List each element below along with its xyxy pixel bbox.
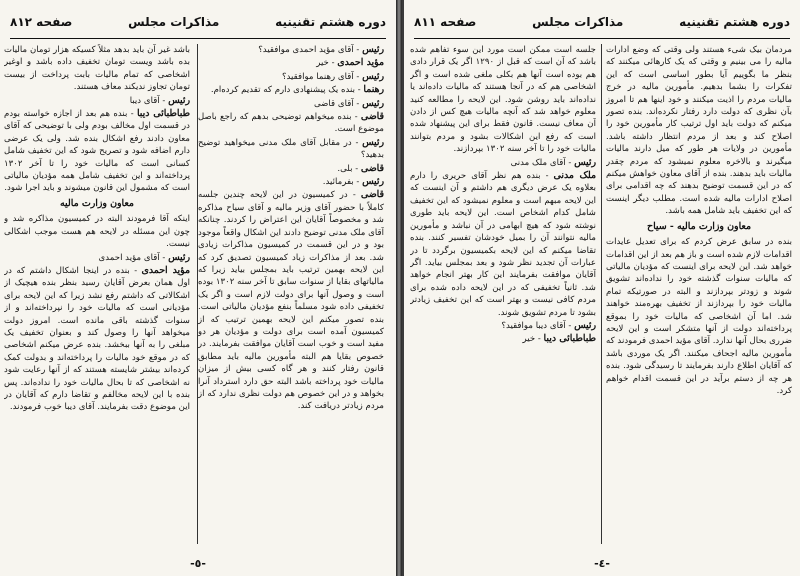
speech-text: مردمان بیک شیء هستند ولی وقتی که وضع ادارات مالیه را می بینیم و وقتی که یک کارهائی میکنند که بنظر ما بگوییم آیا بطور اساسی است که این تفکرات را بشما بدهیم. مأمورین مالیه در خرج مالیات مردم را اذیت میکنند و خود اینها هم تا امروز بآن نظری که دولت دارد رفتار نکرده‌اند. بنده تصور میکنم که دولت باید اول ترتیب کار مأمورین خود را اصلاح کند و بعد از مردم انتظار داشته باشد. مأمورین در ولایات هر طور که میل دارند مالیات میگیرند و بالاخره معلوم نمیشود که مردم چقدر مالیات باید بدهند. بنده از آقای معاون خواهش میکنم که در این قسمت توضیح بدهند که چه اقدامی برای اصلاح ادارات مالیه شده است. مطلب دیگر اینست که این تخفیف باید شامل همه باشد. xyxy=(606,45,792,217)
speaker-heading: معاون وزارت مالیه xyxy=(60,197,134,209)
speech-text: آقای دیبا xyxy=(129,95,160,106)
speech-paragraph: رئیس - آقای ملک مدنی xyxy=(510,156,596,168)
left-page-column-right xyxy=(198,44,384,544)
speech-paragraph: ملک مدنی - بنده هم نظر آقای حریری را دارم بعلاوه یک عرض دیگری هم داشتم و آن اینست که این لایحه مبهم است و معلوم نمیشود که این تخفیف شامل کدام اشخاص است. این لایحه باید طوری نوشته شود که هیچ ابهامی در آن نباشد و مأمورین مالیه نتوانند آن را بمیل خودشان تفسیر کنند. بنده تقاضا میکنم که این لایحه بکمیسیون برگردد تا در عبارات آن تجدید نظر شود و بعد بمجلس بیاید. اگر آقایان موافقت بفرمایند این کار بهتر انجام خواهد شد. ثانیاً تخفیفی که در این لایحه داده شده برای مردم کافی نیست و بهتر است که این تخفیف زیادتر بشود تا مردم تشویق شوند. xyxy=(410,170,596,318)
left-page xyxy=(0,0,398,576)
left-journal-title: مذاکرات مجلس xyxy=(128,15,220,29)
left-page-column-left xyxy=(4,44,190,544)
speech-text: بفرمائید. xyxy=(322,177,354,188)
speaker-name: مؤید احمدی xyxy=(337,57,384,69)
speech-paragraph xyxy=(4,213,190,250)
speech-text: آقای ملک مدنی xyxy=(510,157,566,168)
right-page-number: -٤- xyxy=(594,557,610,570)
speaker-name: رئیس xyxy=(168,251,190,263)
speech-text: اینکه آقا فرمودند البته در کمیسیون مذاکره شد و چون این مسئله در لایحه هم هست موجب اشکالی نیست. xyxy=(4,214,190,250)
speaker-heading: معاون وزارت مالیه - سیاح xyxy=(647,220,751,232)
speech-paragraph: رئیس - آقای قاضی xyxy=(313,97,384,109)
speech-paragraph: مؤید احمدی - بنده در اینجا اشکال داشتم که در اول همان بعرض آقایان رسید بنظر بنده هیچیک از اشکالاتی که داشتم رفع نشد زیرا که این لایحه برای مؤدیانی است که مالیات خود را نپرداخته‌اند و از سنوات گذشته باقی مانده است. امروز دولت میخواهد آنها را وصول کند و بعنوان تخفیف یک مبلغی را به آنها ببخشد. بنده عرض میکنم اشخاصی که در موقع خود مالیات را پرداخته‌اند و بدولت کمک کرده‌اند بیشتر شایسته هستند که از آنها رعایت شود نه اشخاصی که تا بحال مالیات خود را نداده‌اند. پس بنده با این لایحه مخالفم و تقاضا دارم که آقایان در این موضوع دقت بفرمایند. آقای دیبا خوب فرمودند. xyxy=(4,264,190,413)
speaker-name: رئیس xyxy=(362,136,384,148)
speech-text: در مقابل آقای ملک مدنی میخواهید توضیح بدهید؟ xyxy=(198,137,384,161)
left-journal-session: دوره هشتم تقنینیه xyxy=(275,15,386,29)
speaker-name: رهنما xyxy=(363,84,384,96)
speech-text: بنده در اینجا اشکال داشتم که در اول همان بعرض آقایان رسید بنظر بنده هیچیک از اشکالاتی که داشتم رفع نشد زیرا که این لایحه برای مؤدیانی است که مالیات خود را نپرداخته‌اند و از سنوات گذشته باقی مانده است. امروز دولت میخواهد آنها را وصول کند و بعنوان تخفیف یک مبلغی را به آنها ببخشد. بنده عرض میکنم اشخاصی که در موقع خود مالیات را پرداخته‌اند و بدولت کمک کرده‌اند بیشتر شایسته هستند که از آنها رعایت شود نه اشخاصی که تا بحال مالیات خود را نداده‌اند. پس بنده با این لایحه مخالفم و تقاضا دارم که آقایان در این موضوع دقت بفرمایند. آقای دیبا خوب فرمودند. xyxy=(4,265,190,413)
speech-text: آقای مؤید احمدی xyxy=(98,252,160,263)
speech-paragraph: قاضی - در کمیسیون در این لایحه چندین جلسه کاملاً با حضور آقای وزیر مالیه و آقای سیاح مذاکره شد و مخصوصاً آقایان این اعتراض را کردند. چنانکه آقای ملک مدنی توضیح دادند این اشکال واقعاً موجود بود و در این قسمت در کمیسیون مذاکرات زیادی شد. بعد از مذاکرات زیاد کمیسیون تصدیق کرد که این لایحه بهمین ترتیب باید بمجلس بیاید زیرا که مالیاتهای بقایا از سنوات سابق تا آخر سنه ۱۳۰۲ بوده است و وصول آنها برای دولت لازم است و اگر یک تخفیفی داده شود مسلماً بنفع مؤدیان مالیاتی است. بنده تصور میکنم این لایحه بهمین ترتیب که از کمیسیون آمده است برای دولت و مؤدیان هر دو مفید است و خوب است آقایان موافقت بفرمایند. در خصوص بقایا هم البته مأمورین مالیه باید مطابق قانون رفتار کنند و هر گاه کسی بیش از میزان مالیات خود پرداخته باشد البته حق دارد استرداد آنرا بخواهد و در این خصوص هم دولت نظری ندارد که از مردم زیادتر دریافت کند. xyxy=(198,189,384,412)
speech-paragraph xyxy=(410,44,596,156)
speech-paragraph: طباطبائی دیبا - بنده هم بعد از اجازه خواسته بودم در قسمت اول مخالف بودم ولی با توضیحی که آقای معاون دادند رفع اشکال بنده شد. ولی یک عرضی دارم اضافه شود و تصریح شود که این تخفیف شامل کسانی است که مالیات خود را تا آخر ۱۳۰۲ پرداخته‌اند و این تخفیف شامل همه مؤدیان مالیاتی است که مشمول این قانون میشوند و باید اجرا شود. xyxy=(4,108,190,194)
left-column-divider xyxy=(197,44,198,544)
speech-paragraph: مؤید احمدی - خیر xyxy=(316,57,384,69)
speaker-name: مؤید احمدی xyxy=(141,264,190,276)
speech-text: خیر xyxy=(316,58,329,69)
speech-text: بنده هم نظر آقای حریری را دارم بعلاوه یک عرض دیگری هم داشتم و آن اینست که این لایحه مبهم است و معلوم نمیشود که این تخفیف شامل کدام اشخاص است. این لایحه باید طوری نوشته شود که هیچ ابهامی در آن نباشد و مأمورین مالیه نتوانند آن را بمیل خودشان تفسیر کنند. بنده تقاضا میکنم که این لایحه بکمیسیون برگردد تا در عبارات آن تجدید نظر شود و بعد بمجلس بیاید. اگر آقایان موافقت بفرمایند این کار بهتر انجام خواهد شد. ثانیاً تخفیفی که در این لایحه داده شده برای مردم کافی نیست و بهتر است که این تخفیف زیادتر بشود تا مردم تشویق شوند. xyxy=(410,171,596,318)
right-journal-title: مذاکرات مجلس xyxy=(532,15,624,29)
speech-text: در کمیسیون در این لایحه چندین جلسه کاملاً با حضور آقای وزیر مالیه و آقای سیاح مذاکره شد و مخصوصاً آقایان این اعتراض را کردند. چنانکه آقای ملک مدنی توضیح دادند این اشکال واقعاً موجود بود و در این قسمت در کمیسیون مذاکرات زیادی شد. بعد از مذاکرات زیاد کمیسیون تصدیق کرد که این لایحه بهمین ترتیب باید بمجلس بیاید زیرا که مالیاتهای بقایا از سنوات سابق تا آخر سنه ۱۳۰۲ بوده است و وصول آنها برای دولت لازم است و اگر یک تخفیفی داده شود مسلماً بنفع مؤدیان مالیاتی است. بنده تصور میکنم این لایحه بهمین ترتیب که از کمیسیون آمده است برای دولت و مؤدیان هر دو مفید است و خوب است آقایان موافقت بفرمایند. در خصوص بقایا هم البته مأمورین مالیه باید مطابق قانون رفتار کنند و هر گاه کسی بیش از میزان مالیات خود پرداخته باشد البته حق دارد استرداد آنرا بخواهد و در این خصوص هم دولت نظری ندارد که از مردم زیادتر دریافت کند. xyxy=(198,190,384,412)
left-page-header xyxy=(10,8,386,36)
speech-text: بنده هم بعد از اجازه خواسته بودم در قسمت اول مخالف بودم ولی با توضیحی که آقای معاون دادند رفع اشکال بنده شد. ولی یک عرضی دارم اضافه شود و تصریح شود که این تخفیف شامل کسانی است که مالیات خود را تا آخر ۱۳۰۲ پرداخته‌اند و این تخفیف شامل همه مؤدیان مالیاتی است که مشمول این قانون میشوند و باید اجرا شود. xyxy=(4,109,190,194)
speech-paragraph xyxy=(606,44,792,218)
speech-text: آقای قاضی xyxy=(313,98,354,109)
right-page-column-left xyxy=(410,44,596,544)
speech-text: بنده میخواهم توضیحی بدهم که راجع باصل موضوع است. xyxy=(198,112,384,135)
speech-paragraph: رئیس - آقای مؤید احمدی موافقید؟ xyxy=(258,44,384,55)
speech-paragraph: رئیس - آقای دیبا موافقید؟ xyxy=(501,319,596,331)
speaker-name: قاضی xyxy=(360,111,384,123)
right-column-divider xyxy=(601,44,602,544)
speech-paragraph: رئیس - آقای رهنما موافقید؟ xyxy=(281,70,384,82)
speech-text: آقای رهنما موافقید؟ xyxy=(281,71,354,82)
right-page-column-right xyxy=(606,44,792,544)
speech-paragraph: رهنما - بنده یک پیشنهادی دارم که تقدیم کرده‌ام. xyxy=(210,84,384,96)
speech-paragraph: قاضی - بلی. xyxy=(337,162,384,174)
speech-paragraph xyxy=(606,236,792,397)
speech-paragraph xyxy=(4,44,190,94)
speech-paragraph: رئیس - در مقابل آقای ملک مدنی میخواهید توضیح بدهید؟ xyxy=(198,136,384,161)
speech-text: آقای دیبا موافقید؟ xyxy=(501,320,566,331)
speech-paragraph: رئیس - آقای مؤید احمدی xyxy=(98,251,190,263)
speech-text: آقای مؤید احمدی موافقید؟ xyxy=(258,45,354,55)
speaker-name: ملک مدنی xyxy=(553,170,596,182)
speech-text: بنده یک پیشنهادی دارم که تقدیم کرده‌ام. xyxy=(210,85,356,96)
speaker-name: رئیس xyxy=(362,70,384,82)
speaker-name: طباطبائی دیبا xyxy=(543,333,596,345)
right-page-header xyxy=(414,8,790,36)
speaker-name: قاضی xyxy=(360,189,384,201)
right-page xyxy=(402,0,800,576)
speech-text: جلسه است ممکن است مورد این سوء تفاهم شده باشد که آن است که قبل از ۱۲۹۰ اگر یک قرار دادی هم بوده است آنها هم بکلی ملغی شده است و اگر اشخاصی هم که در آنجا هستند که مالیات داده‌اند یا نداده‌اند باید روشن شود. این لایحه را مطالعه کنید معلوم خواهد شد که آنچه مالیات هیچ کس از دادن آن معاف نیست. قانون فقط برای این پیشنهاد شده است که رفع این اشکالات بشود و مردم بتوانند مالیات خود را تا آخر سنه ۱۳۰۲ بپردازند. xyxy=(410,45,596,155)
speaker-name: رئیس xyxy=(362,97,384,109)
speech-paragraph: رئیس - آقای دیبا xyxy=(129,94,190,106)
speech-text: بنده در سابق عرض کردم که برای تعدیل عایدات اقدامات لازم شده است و باز هم بعد از این اقدامات خواهد شد. این لایحه برای اینست که مؤدیان مالیاتی که مالیات سنوات گذشته خود را نداده‌اند تشویق شوند و زودتر بپردازند و البته در صورتیکه تمام مالیات خود را بپردازند از تخفیف بهره‌مند خواهند شد. اما آن اشخاصی که مالیات خود را بموقع پرداخته‌اند دولت از آنها متشکر است و این لایحه ضرری بحال آنها ندارد. آقای مؤید احمدی فرمودند که مأمورین مالیه اجحاف میکنند. اگر یک موردی باشد که آقایان اطلاع دارند بفرمایند تا رسیدگی شود. بنده هر چه از دستم برآید در این قسمت اقدام خواهم کرد. xyxy=(606,237,792,396)
left-page-label: صفحه ٨١٢ xyxy=(10,15,73,29)
speech-text: خیر xyxy=(522,334,536,345)
speech-paragraph: رئیس - بفرمائید. xyxy=(322,176,384,188)
speaker-name: رئیس xyxy=(168,94,190,106)
speaker-name: رئیس xyxy=(362,176,384,188)
speaker-name: رئیس xyxy=(574,319,596,331)
speaker-name: طباطبائی دیبا xyxy=(136,108,190,120)
speech-text: بلی. xyxy=(337,163,353,174)
right-journal-session: دوره هشتم تقنینیه xyxy=(679,15,790,29)
speaker-name: رئیس xyxy=(362,44,384,55)
left-header-rule xyxy=(10,38,386,39)
speaker-name: قاضی xyxy=(360,162,384,174)
left-page-number: -٥- xyxy=(190,557,206,570)
speech-paragraph: طباطبائی دیبا - خیر xyxy=(522,333,596,345)
right-page-label: صفحه ٨١١ xyxy=(414,15,477,29)
speaker-name: رئیس xyxy=(574,156,596,168)
speech-paragraph: قاضی - بنده میخواهم توضیحی بدهم که راجع باصل موضوع است. xyxy=(198,111,384,135)
speech-text: باشد غیر آن باید بدهد مثلاً کسیکه هزار تومان مالیات بده باشد ویست تومان تخفیف داده باشد و اوغیر اشخاصی که تمام مالیات بابت پرداخت از بیست تومان تجاوز ندیکند معاف هستند. xyxy=(4,45,190,93)
right-header-rule xyxy=(414,38,790,39)
